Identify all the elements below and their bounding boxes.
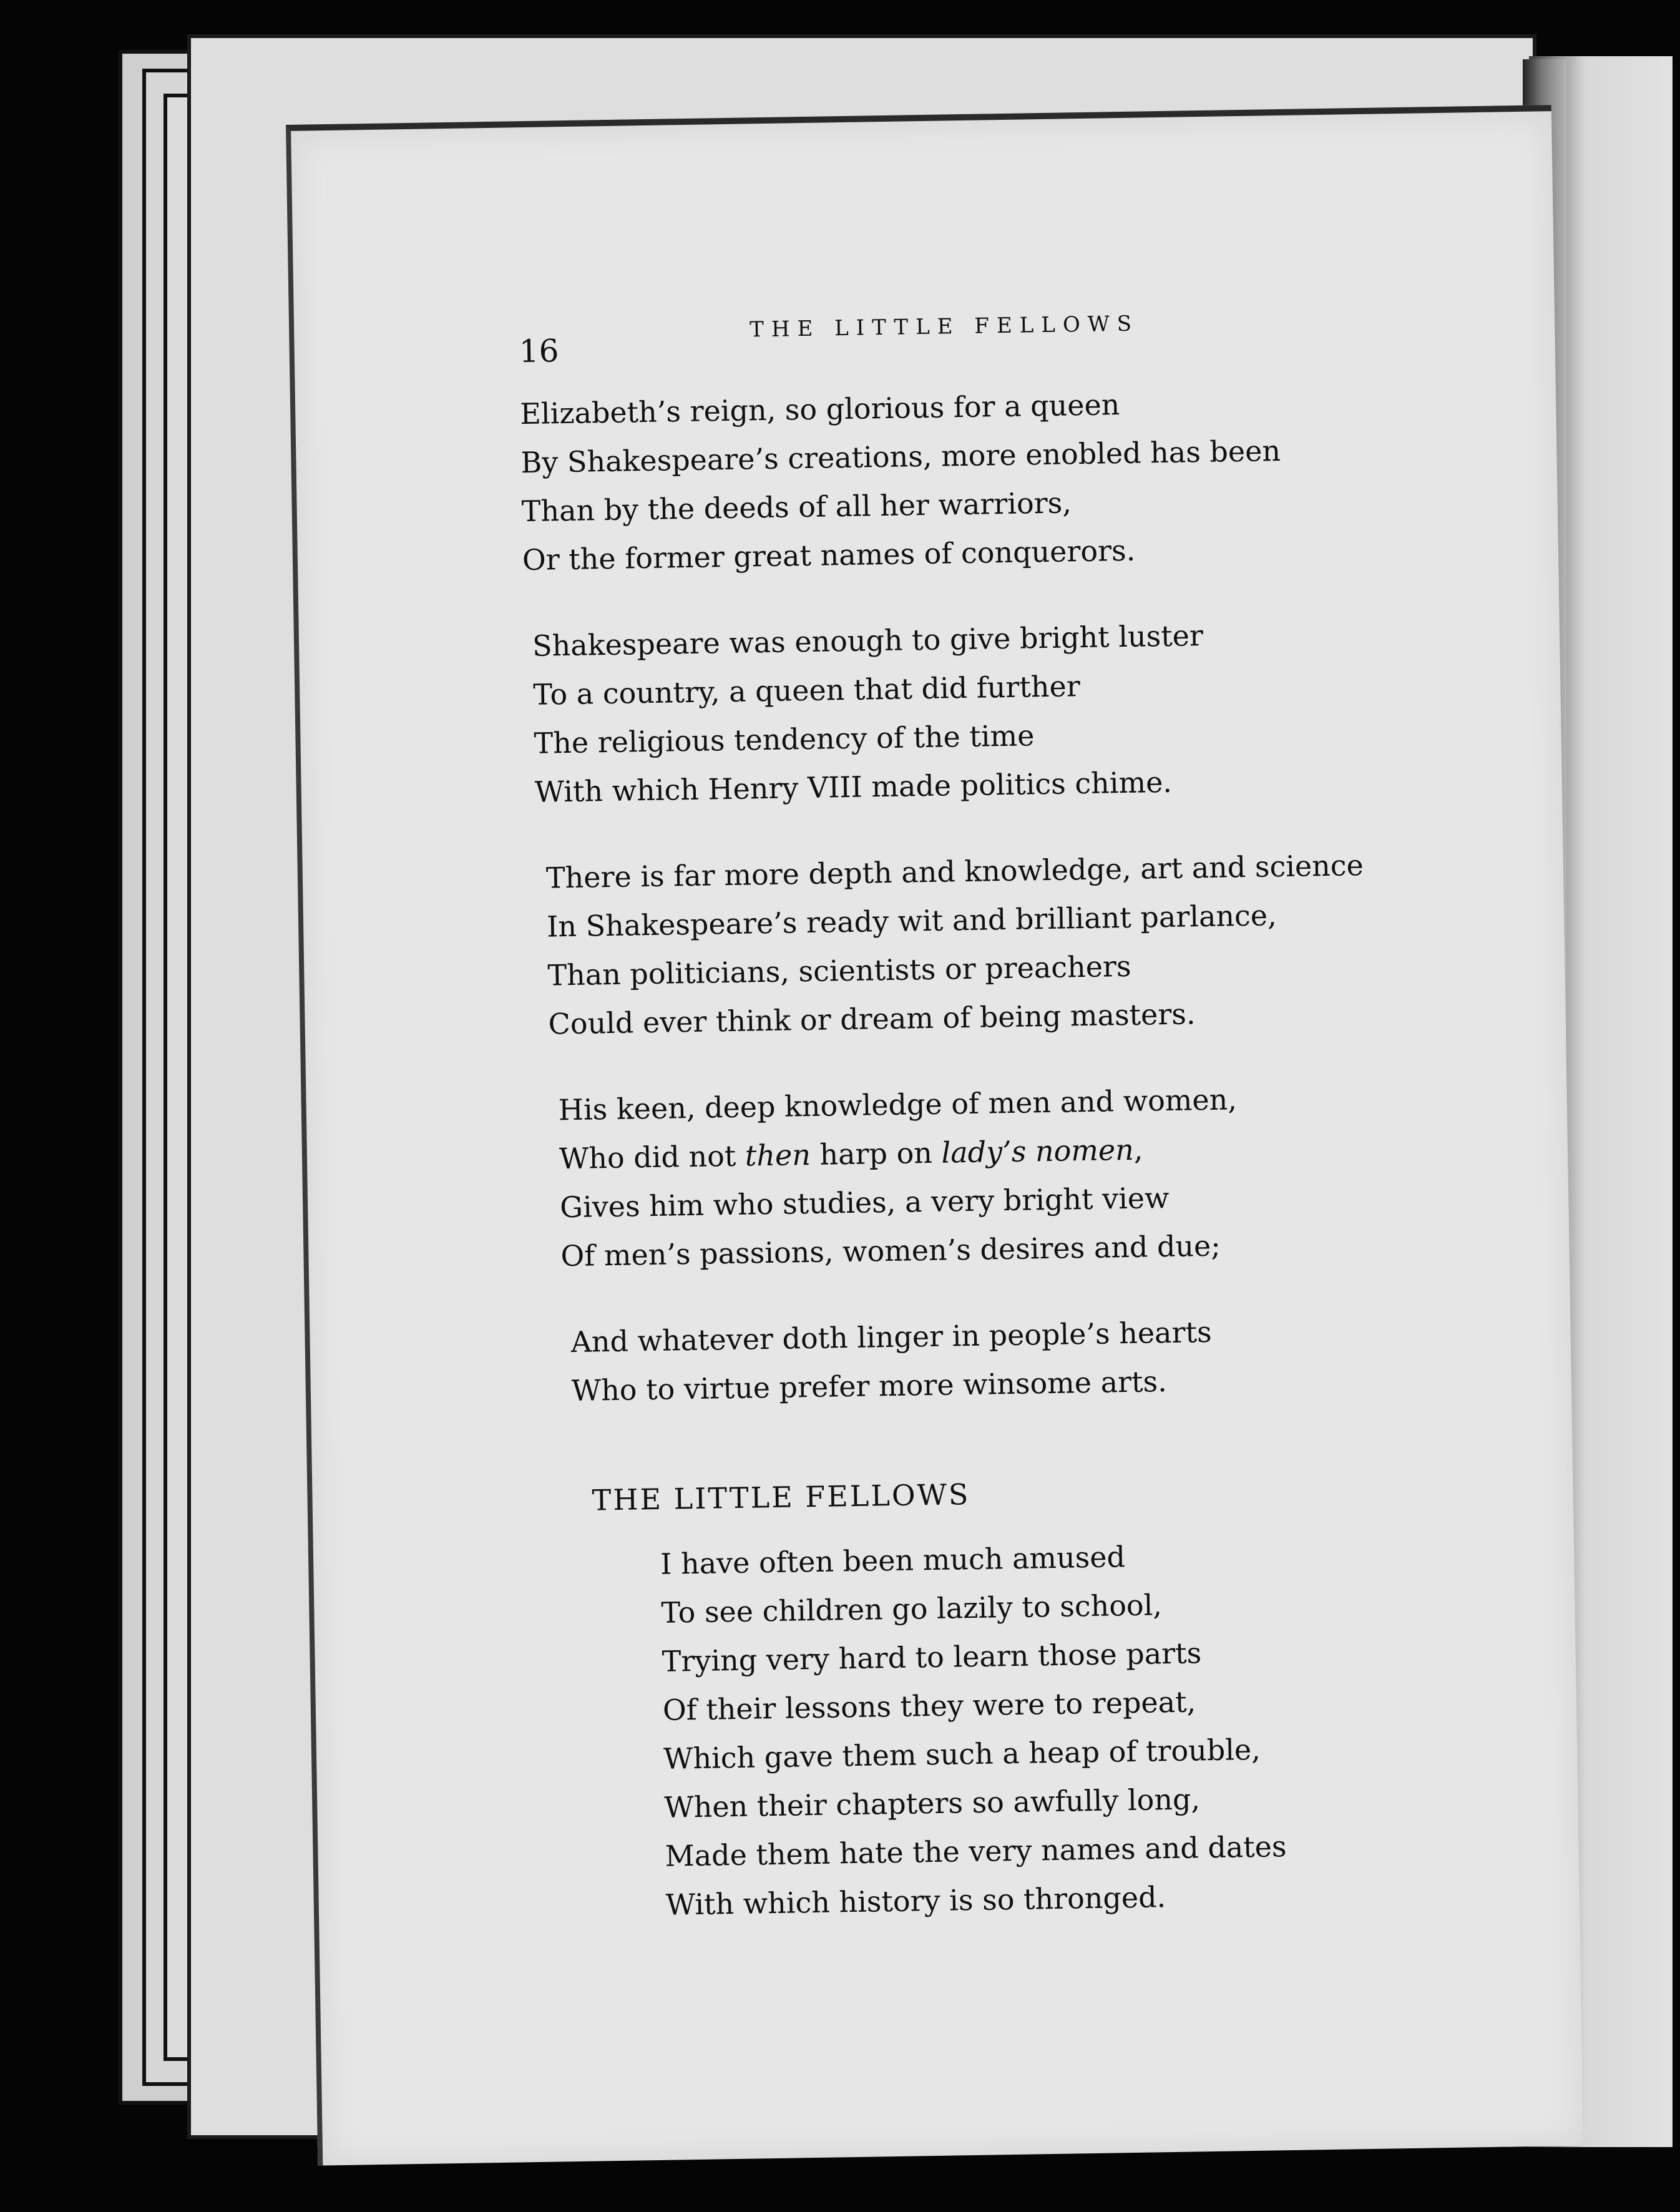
- poem-line: To a country, a queen that did further: [532, 669, 1081, 712]
- poem-line: Which gave them such a heap of trouble,: [663, 1732, 1261, 1776]
- poem-line: Made them hate the very names and dates: [665, 1829, 1287, 1873]
- poem-line: To see children go lazily to school,: [661, 1588, 1163, 1630]
- poem-line: With which history is so thronged.: [665, 1880, 1166, 1922]
- poem-line: Gives him who studies, a very bright view: [559, 1180, 1170, 1225]
- poem-line: The religious tendency of the time: [534, 718, 1035, 760]
- poem-line: By Shakespeare’s creations, more enobled has been: [520, 434, 1281, 480]
- page-text-block: [519, 300, 1517, 1931]
- stanza-5: [534, 1303, 1509, 1415]
- poem-line: Who to virtue prefer more winsome arts.: [571, 1364, 1168, 1408]
- poem-line: Of their lessons they were to repeat,: [662, 1685, 1196, 1727]
- running-head: THE LITTLE FELLOWS: [749, 311, 1140, 343]
- page-header: [519, 300, 1493, 389]
- poem-line: Of men’s passions, women’s desires and due;: [560, 1228, 1221, 1273]
- line-text: harp on: [810, 1135, 942, 1172]
- stanza-3: [527, 839, 1503, 1049]
- poem-title: THE LITTLE FELLOWS: [592, 1477, 970, 1517]
- poem-line: Than politicians, scientists or preachers: [547, 949, 1131, 992]
- poem-line: With which Henry VIII made politics chime.: [534, 765, 1173, 809]
- page-number: 16: [519, 333, 559, 370]
- italic-word: then: [745, 1137, 811, 1173]
- stanza-2: [524, 607, 1500, 816]
- poem-line: Or the former great names of conquerors.: [522, 533, 1136, 577]
- stanza-1: [520, 374, 1497, 584]
- line-text: Who did not: [559, 1138, 746, 1176]
- poem-line: Elizabeth’s reign, so glorious for a queen: [519, 388, 1120, 431]
- book-page: [286, 105, 1583, 2165]
- italic-phrase: lady’s nomen: [941, 1132, 1135, 1170]
- poem-line: When their chapters so awfully long,: [663, 1782, 1201, 1824]
- poem-line: Could ever think or dream of being masters.: [548, 997, 1196, 1041]
- stanza-4: [530, 1071, 1507, 1281]
- poem-line: I have often been much amused: [660, 1540, 1126, 1581]
- poem-line: In Shakespeare’s ready wit and brilliant parlance,: [546, 898, 1277, 944]
- poem-line: Trying very hard to learn those parts: [662, 1636, 1202, 1678]
- poem-line: And whatever doth linger in people’s hearts: [570, 1314, 1212, 1359]
- poem-line: Shakespeare was enough to give bright luster: [532, 619, 1204, 663]
- line-text: ,: [1133, 1132, 1143, 1167]
- poem-line: His keen, deep knowledge of men and women,: [558, 1082, 1238, 1127]
- poem-2-body: [538, 1526, 1518, 1931]
- poem-line: There is far more depth and knowledge, art and science: [545, 848, 1364, 895]
- poem-line: Than by the deeds of all her warriors,: [521, 486, 1072, 529]
